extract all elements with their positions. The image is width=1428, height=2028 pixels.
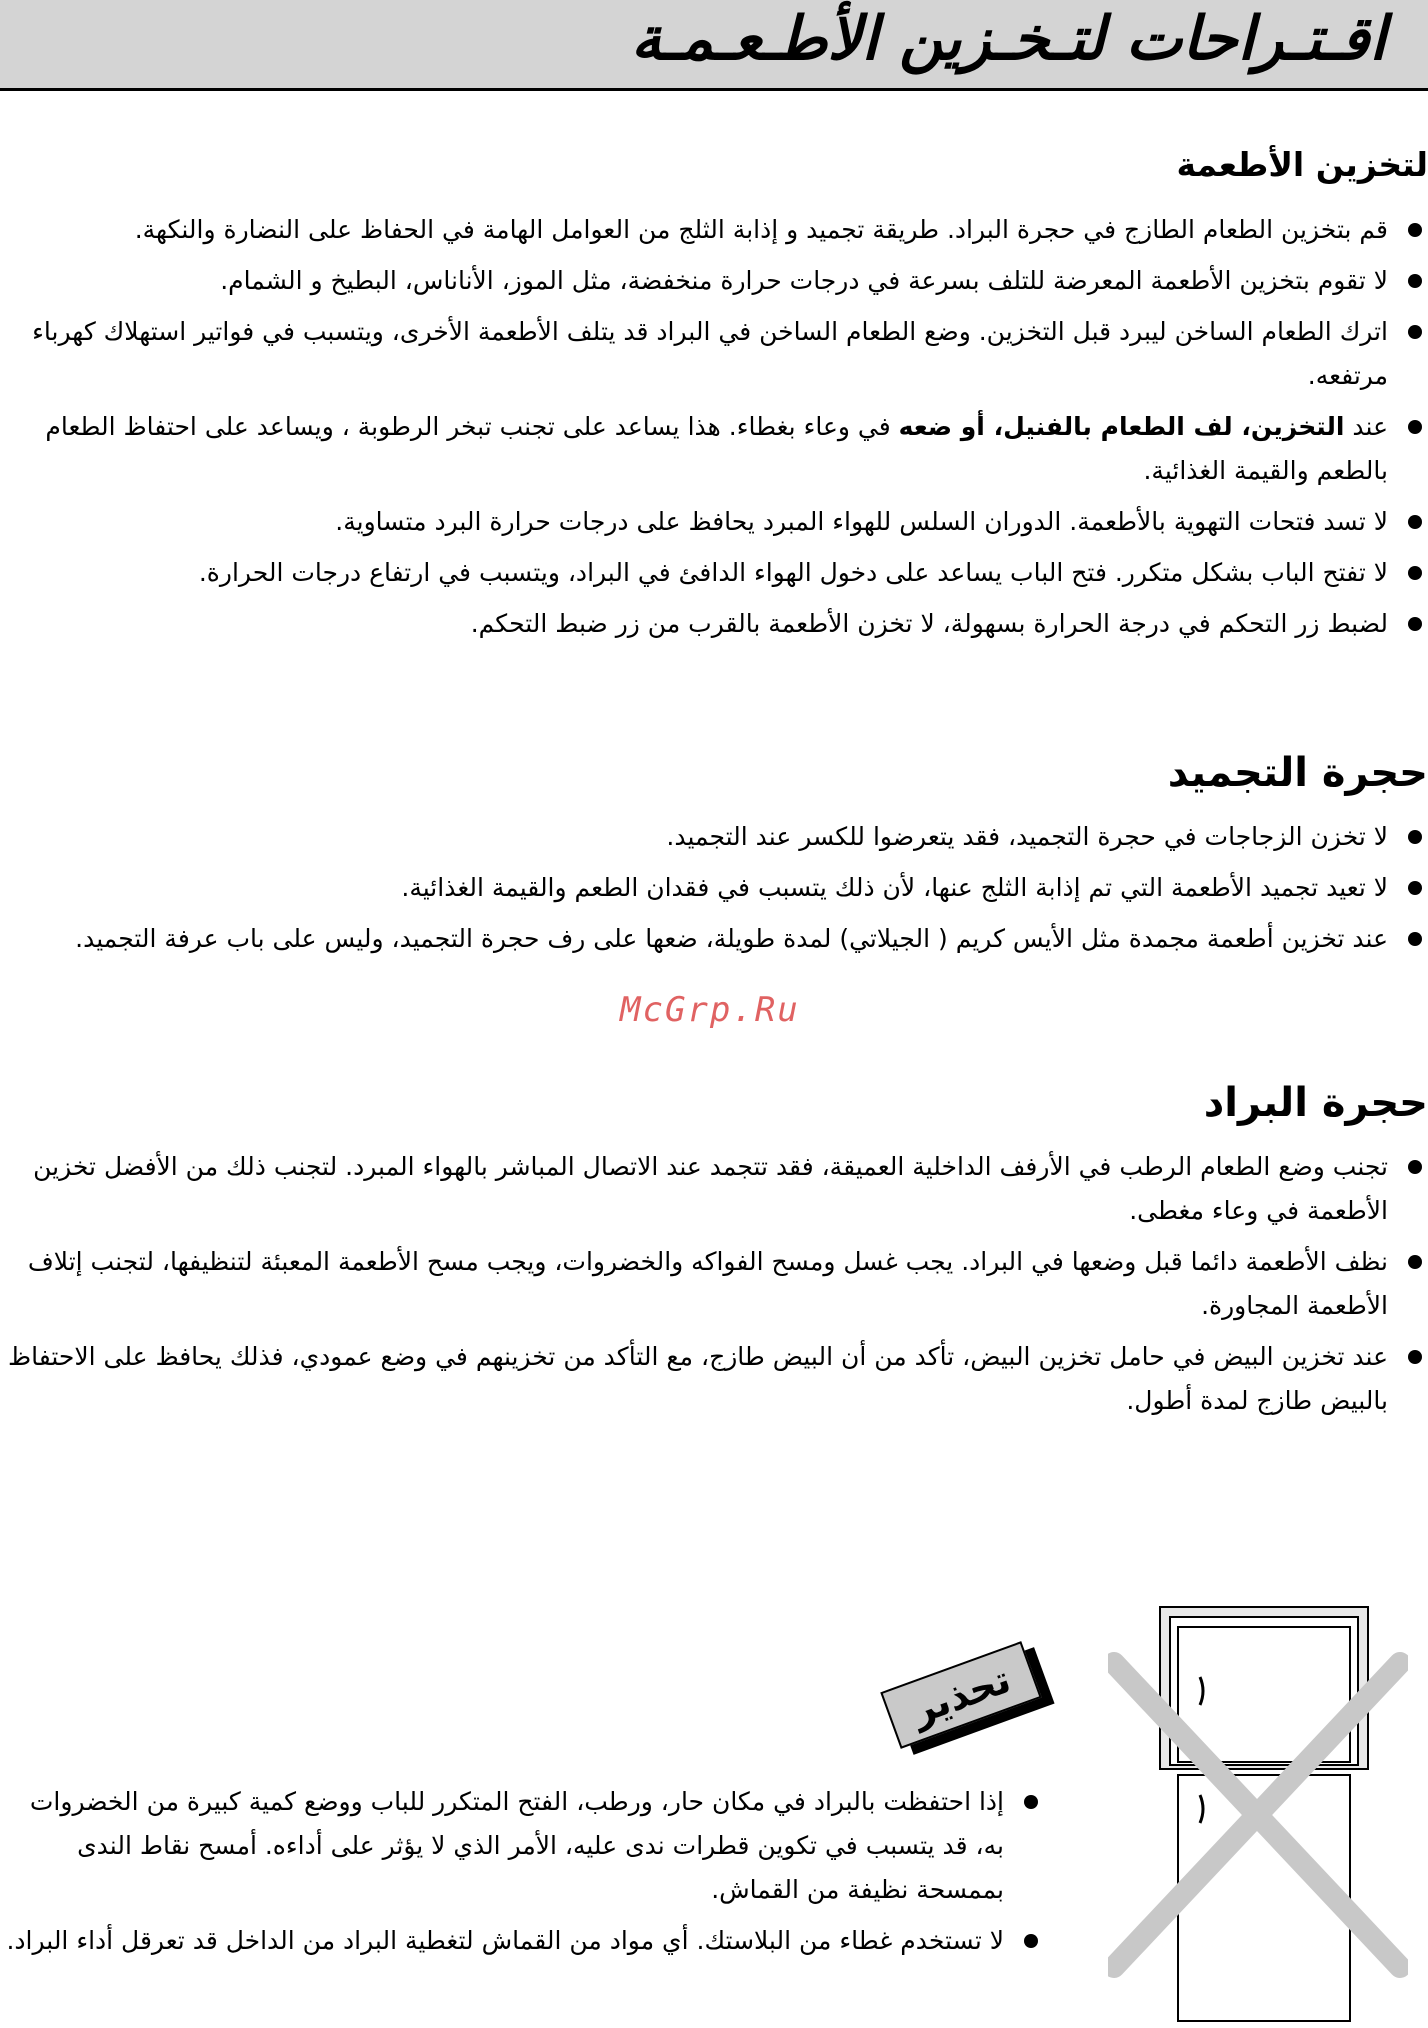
section-heading-freezer: حجرة التجميد [1167, 750, 1428, 796]
section-heading-refrigerator: حجرة البراد [1203, 1080, 1428, 1126]
bullet-icon [1408, 566, 1422, 580]
bullet-icon [1408, 223, 1422, 237]
list-item: لا تفتح الباب بشكل متكرر. فتح الباب يساعد على دخول الهواء الدافئ في البراد، ويتسبب في ارتفاع درجات الحرارة. [16, 551, 1428, 595]
list-item: لا تخزن الزجاجات في حجرة التجميد، فقد يتعرضوا للكسر عند التجميد. [16, 815, 1428, 859]
freezer-list [16, 815, 1428, 968]
warning-badge [880, 1641, 1041, 1749]
bullet-icon [1408, 1255, 1422, 1269]
list-item: لا تستخدم غطاء من البلاستك. أي مواد من القماش لتغطية البراد من الداخل قد تعرقل أداء البراد. [0, 1919, 1044, 1963]
warning-label: تحذير [880, 1641, 1041, 1749]
bullet-icon [1408, 830, 1422, 844]
list-item: عند تخزين البيض في حامل تخزين البيض، تأكد من أن البيض طازج، مع التأكد من تخزينهم في وضع عمودي، فذلك يحافظ على الاحتفاظ بالبيض طازج لمدة أطول. [4, 1335, 1428, 1423]
list-item: إذا احتفظت بالبراد في مكان حار، ورطب، الفتح المتكرر للباب ووضع كمية كبيرة من الخضروات به، قد يتسبب في تكوين قطرات ندى عليه، الأمر الذي لا يؤثر على أداءه. أمسح نقاط الندى بممسحة نظيفة من القماش. [0, 1780, 1044, 1912]
bullet-icon [1408, 617, 1422, 631]
bullet-icon [1408, 1350, 1422, 1364]
list-item: عند تخزين أطعمة مجمدة مثل الأيس كريم ( الجيلاتي) لمدة طويلة، ضعها على رف حجرة التجميد، وليس على باب عرفة التجميد. [16, 917, 1428, 961]
list-item: لا تقوم بتخزين الأطعمة المعرضة للتلف بسرعة في درجات حرارة منخفضة، مثل الموز، الأناناس، البطيخ و الشمام. [16, 259, 1428, 303]
list-item: لا تسد فتحات التهوية بالأطعمة. الدوران السلس للهواء المبرد يحافظ على درجات حرارة البرد متساوية. [16, 500, 1428, 544]
list-item: عند التخزين، لف الطعام بالفنيل، أو ضعه في وعاء بغطاء. هذا يساعد على تجنب تبخر الرطوبة ، ويساعد على احتفاظ الطعام بالطعم والقيمة الغذائية. [16, 405, 1428, 493]
page-title: اقـتـراحات لتـخـزين الأطـعـمـة [631, 4, 1386, 74]
section-heading-food-storage: لتخزين الأطعمة [1176, 145, 1428, 184]
bold-phrase: التخزين، لف الطعام بالفنيل، أو ضعه [898, 412, 1345, 441]
list-item: اترك الطعام الساخن ليبرد قبل التخزين. وضع الطعام الساخن في البراد قد يتلف الأطعمة الأخرى، ويتسبب في فواتير استهلاك كهرباء مرتفعه. [16, 310, 1428, 398]
bullet-icon [1408, 932, 1422, 946]
list-item: قم بتخزين الطعام الطازج في حجرة البراد. طريقة تجميد و إذابة الثلج من العوامل الهامة في الحفاظ على النضارة والنكهة. [16, 208, 1428, 252]
refrigerator-list [4, 1145, 1428, 1430]
covered-fridge-crossed-out-icon [1108, 1605, 1408, 2025]
list-item: لا تعيد تجميد الأطعمة التي تم إذابة الثلج عنها، لأن ذلك يتسبب في فقدان الطعم والقيمة الغذائية. [16, 866, 1428, 910]
bullet-icon [1408, 420, 1422, 434]
warning-list [0, 1780, 1044, 1970]
title-bar [0, 0, 1428, 91]
bullet-icon [1408, 881, 1422, 895]
list-item: تجنب وضع الطعام الرطب في الأرفف الداخلية العميقة، فقد تتجمد عند الاتصال المباشر بالهواء المبرد. لتجنب ذلك من الأفضل تخزين الأطعمة في وعاء مغطى. [4, 1145, 1428, 1233]
food-storage-list [16, 208, 1428, 653]
watermark: McGrp.Ru [620, 990, 800, 1030]
list-item: لضبط زر التحكم في درجة الحرارة بسهولة، لا تخزن الأطعمة بالقرب من زر ضبط التحكم. [16, 602, 1428, 646]
bullet-icon [1408, 325, 1422, 339]
bullet-icon [1024, 1795, 1038, 1809]
bullet-icon [1408, 274, 1422, 288]
list-item: نظف الأطعمة دائما قبل وضعها في البراد. يجب غسل ومسح الفواكه والخضروات، ويجب مسح الأطعمة المعبئة لتنظيفها، لتجنب إتلاف الأطعمة المجاورة. [4, 1240, 1428, 1328]
bullet-icon [1024, 1934, 1038, 1948]
bullet-icon [1408, 1160, 1422, 1174]
bullet-icon [1408, 515, 1422, 529]
